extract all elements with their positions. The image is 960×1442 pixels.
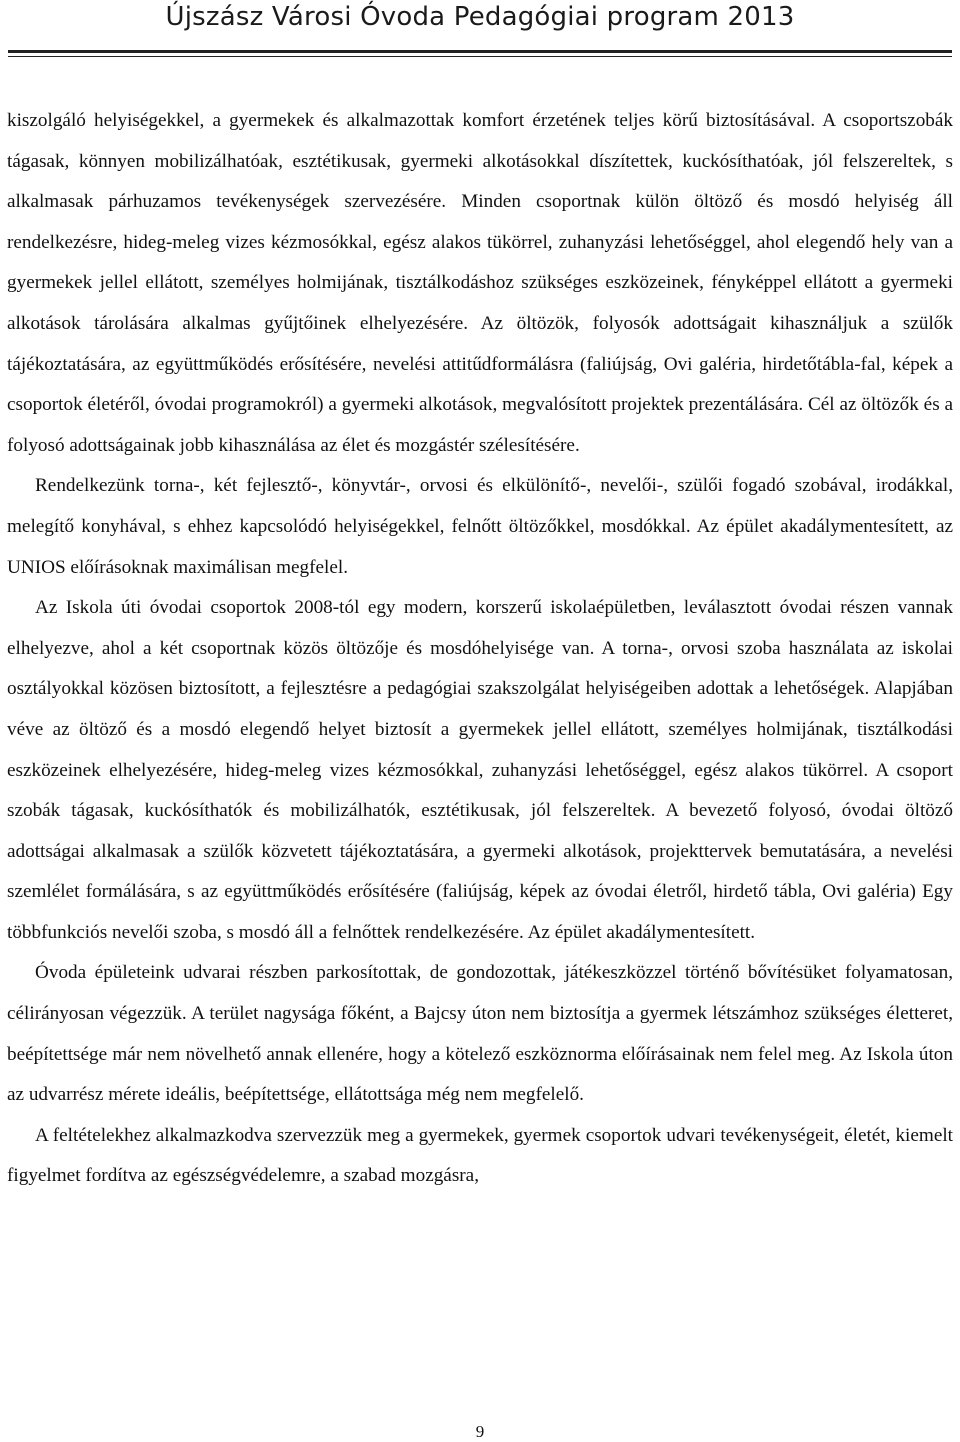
paragraph-iskola-ut: Az Iskola úti óvodai csoportok 2008-tól egy modern, korszerű iskolaépületben, leválasztott óvodai részen vannak elhelyezve, ahol a két csoportnak közös öltözője és mosdóhelyisége van. A torna-, orvosi szoba használata az iskolai osztályokkal közösen biztosított, a fejlesztésre a pedagógiai szakszolgálat helyiségeiben adottak a lehetőségek. Alapjában véve az öltöző és a mosdó elegendő helyet biztosít a gyermekek jellel ellátott, személyes holmijának, tisztálkodási eszközeinek elhelyezésére, hideg-meleg vizes kézmosókkal, zuhanyzási lehetőséggel, egész alakos tükörrel. A csoport szobák tágasak, kuckósíthatók és mobilizálhatók, esztétikusak, jól felszereltek. A bevezető folyosó, óvodai öltöző adottságai alkalmasak a szülők közvetett tájékoztatására, a gyermeki alkotások, projekttervek bemutatására, a nevelési szemlélet formálására, s az együttműködés erősítésére (faliújság, képek az óvodai életről, hirdető tábla, Ovi galéria) Egy többfunkciós nevelői szoba, s mosdó áll a felnőttek rendelkezésére. Az épület akadálymentesített. — [7, 597, 953, 943]
header-rule-thin — [8, 56, 952, 57]
paragraph-outdoor-activities: A feltételekhez alkalmazkodva szervezzük meg a gyermekek, gyermek csoportok udvari tevékenységeit, életét, kiemelt figyelmet fordítva az egészségvédelemre, a szabad mozgásra, — [7, 1124, 953, 1187]
header-rule-thick — [8, 50, 952, 53]
page-number: 9 — [475, 1422, 485, 1441]
paragraph-continued: kiszolgáló helyiségekkel, a gyermekek és alkalmazottak komfort érzetének teljes körű biztosításával. A csoportszobák tágasak, könnyen mobilizálhatóak, esztétikusak, gyermeki alkotásokkal díszítettek, kuckósíthatóak, jól felszereltek, s alkalmasak párhuzamos tevékenységek szervezésére. Minden csoportnak külön öltöző és mosdó helyiség áll rendelkezésre, hideg-meleg vizes kézmosókkal, egész alakos tükörrel, zuhanyzási lehetőséggel, ahol elegendő hely van a gyermekek jellel ellátott, személyes holmijának, tisztálkodáshoz szükséges eszközeinek, fényképpel ellátott a gyermeki alkotások tárolására alkalmas gyűjtőinek elhelyezésére. Az öltözök, folyosók adottságait kihasználjuk a szülők tájékoztatására, az együttműködés erősítésére, nevelési attitűdformálásra (faliújság, Ovi galéria, hirdetőtábla-fal, képek a csoportok életéről, óvodai programokról) a gyermeki alkotások, megvalósított projektek prezentálására. Cél az öltözők és a folyosó adottságainak jobb kihasználása az élet és mozgástér szélesítésére. — [7, 110, 953, 456]
header-title: Újszász Városi Óvoda Pedagógiai program 2013 — [165, 2, 795, 32]
paragraph-yards: Óvoda épületeink udvarai részben parkosítottak, de gondozottak, játékeszközzel történő bővítésüket folyamatosan, célirányosan végezzük. A terület nagysága főként, a Bajcsy úton nem biztosítja a gyermek létszámhoz szükséges életteret, beépítettsége már nem növelhető annak ellenére, hogy a kötelező eszköznorma előírásainak nem felel meg. Az Iskola úton az udvarrész mérete ideális, beépítettsége, ellátottsága még nem megfelelő. — [7, 962, 953, 1106]
page-header — [0, 0, 960, 60]
paragraph-rooms: Rendelkezünk torna-, két fejlesztő-, könyvtár-, orvosi és elkülönítő-, nevelői-, szülői fogadó szobával, irodákkal, melegítő konyhával, s ehhez kapcsolódó helyiségekkel, felnőtt öltözőkkel, mosdókkal. Az épület akadálymentesített, az UNIOS előírásoknak maximálisan megfelel. — [7, 475, 953, 578]
document-body — [7, 101, 953, 1197]
